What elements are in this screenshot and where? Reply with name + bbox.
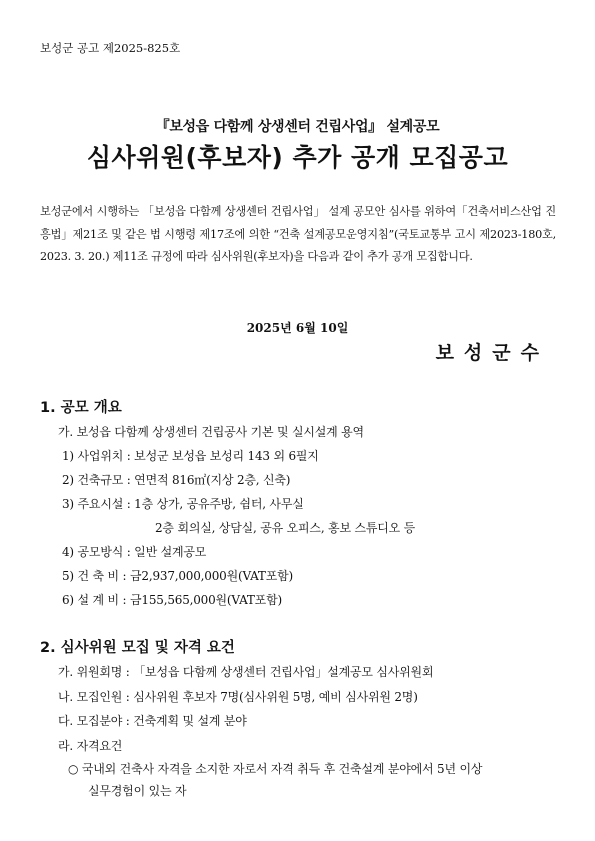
intro-paragraph: 보성군에서 시행하는 「보성읍 다함께 상생센터 건립사업」 설계 공모안 심사를 위하여「건축서비스산업 진흥법」제21조 및 같은 법 시행령 제17조에 의한 “건축 설계공모운영지침”(국토교통부 고시 제2023-180호, 2023. 3. 20.) 제11조 규정에 따라 심사위원(후보자)을 다음과 같이 추가 공개 모집합니다. <box>40 205 556 263</box>
qualification-bullet: ○ 국내외 건축사 자격을 소지한 자로서 자격 취득 후 건축설계 분야에서 5년 이상 <box>68 762 483 776</box>
overview-facilities-2f: 2층 회의실, 상담실, 공유 오피스, 홍보 스튜디오 등 <box>155 521 416 535</box>
notice-number: 보성군 공고 제2025-825호 <box>40 41 181 55</box>
qualification-heading: 라. 자격요건 <box>58 739 123 753</box>
overview-construction-cost: 5) 건 축 비 : 금2,937,000,000원(VAT포함) <box>62 569 293 583</box>
section-1-heading: 1. 공모 개요 <box>40 400 122 416</box>
recruit-field: 다. 모집분야 : 건축계획 및 설계 분야 <box>58 714 247 728</box>
notice-title: 심사위원(후보자) 추가 공개 모집공고 <box>86 143 509 172</box>
overview-location: 1) 사업위치 : 보성군 보성읍 보성리 143 외 6필지 <box>62 449 319 463</box>
issuer-name: 보성군수 <box>435 342 549 364</box>
overview-scale: 2) 건축규모 : 연면적 816㎡(지상 2층, 신축) <box>62 473 291 487</box>
recruit-count: 나. 모집인원 : 심사위원 후보자 7명(심사위원 5명, 예비 심사위원 2명) <box>58 690 418 704</box>
overview-method: 4) 공모방식 : 일반 설계공모 <box>62 545 207 559</box>
overview-facilities: 3) 주요시설 : 1층 상가, 공유주방, 쉼터, 사무실 <box>62 497 304 511</box>
section-2-heading: 2. 심사위원 모집 및 자격 요건 <box>40 640 235 656</box>
section-1-item-ga: 가. 보성읍 다함께 상생센터 건립공사 기본 및 실시설계 용역 <box>58 425 364 439</box>
notice-subtitle: 『보성읍 다함께 상생센터 건립사업』 설계공모 <box>155 119 440 135</box>
qualification-bullet-cont: 실무경험이 있는 자 <box>88 784 187 798</box>
notice-date: 2025년 6월 10일 <box>246 321 349 335</box>
committee-name: 가. 위원회명 : 「보성읍 다함께 상생센터 건립사업」설계공모 심사위원회 <box>58 665 434 679</box>
overview-design-fee: 6) 설 계 비 : 금155,565,000원(VAT포함) <box>62 593 282 607</box>
